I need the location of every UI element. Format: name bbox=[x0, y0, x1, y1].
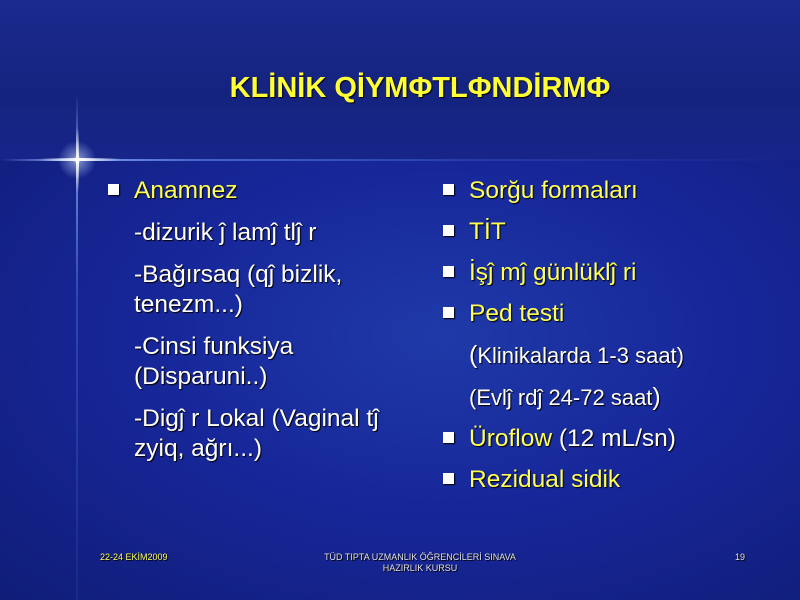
slide-title: KLİNİK QİYMΦTLΦNDİRMΦ bbox=[229, 72, 611, 104]
list-item-sorgu bbox=[435, 176, 765, 206]
item-label: İşĵ mĵ günlüklĵ ri bbox=[469, 259, 637, 286]
sub-item-bagirsaq: -Bağırsaq (qĵ bizlik, tenezm...) bbox=[134, 261, 343, 318]
square-bullet-icon bbox=[443, 432, 454, 443]
square-bullet-icon bbox=[443, 225, 454, 236]
sub-item-cinsi-funksiya: -Cinsi funksiya (Disparuni..) bbox=[134, 333, 294, 390]
list-item-ishme-gunlukleri bbox=[435, 258, 765, 288]
square-bullet-icon bbox=[443, 266, 454, 277]
list-item-tit bbox=[435, 217, 765, 247]
footer-course-line2: HAZIRLIK KURSU bbox=[382, 563, 458, 573]
square-bullet-icon bbox=[443, 184, 454, 195]
footer-page-number: 19 bbox=[735, 552, 746, 562]
left-column bbox=[100, 176, 400, 476]
square-bullet-icon bbox=[443, 473, 454, 484]
flare-vertical-ray bbox=[76, 128, 79, 192]
footer-date: 22-24 EKİM2009 bbox=[100, 552, 168, 562]
square-bullet-icon bbox=[108, 184, 119, 195]
item-label: Ped testi bbox=[469, 300, 565, 327]
list-item-ped-testi bbox=[435, 299, 765, 329]
sub-text: (Evlĵ rdĵ 24-72 saat bbox=[469, 385, 653, 410]
item-label-highlight: Üroflow bbox=[469, 425, 553, 452]
list-item-anamnez bbox=[100, 176, 400, 206]
footer-course bbox=[300, 552, 540, 574]
flare-horizontal-ray bbox=[40, 158, 120, 161]
sub-item-klinikalarda bbox=[435, 340, 765, 371]
sub-item-diger-lokal: -Digĵ r Lokal (Vaginal tĵ zyiq, ağrı...) bbox=[134, 405, 379, 462]
list-item-uroflow bbox=[435, 424, 765, 454]
square-bullet-icon bbox=[443, 307, 454, 318]
item-label: Anamnez bbox=[134, 177, 238, 204]
footer-course-line1: TÜD TIPTA UZMANLIK ÖĞRENCİLERİ SINAVA bbox=[324, 552, 516, 562]
horizontal-divider-line bbox=[0, 159, 800, 161]
sub-text: Klinikalarda 1-3 saat) bbox=[477, 343, 684, 368]
item-label: TİT bbox=[469, 218, 506, 245]
sub-item-evlerde bbox=[435, 382, 765, 413]
item-label: Rezidual sidik bbox=[469, 466, 621, 493]
right-column bbox=[435, 176, 765, 506]
item-label: Sorğu formaları bbox=[469, 177, 638, 204]
sub-item-dizurik: -dizurik ĵ lamĵ tlĵ r bbox=[134, 219, 317, 246]
list-item-rezidual-sidik bbox=[435, 465, 765, 495]
open-paren: ( bbox=[469, 341, 478, 369]
close-paren: ) bbox=[652, 383, 661, 411]
item-label-rest: (12 mL/sn) bbox=[552, 425, 676, 452]
